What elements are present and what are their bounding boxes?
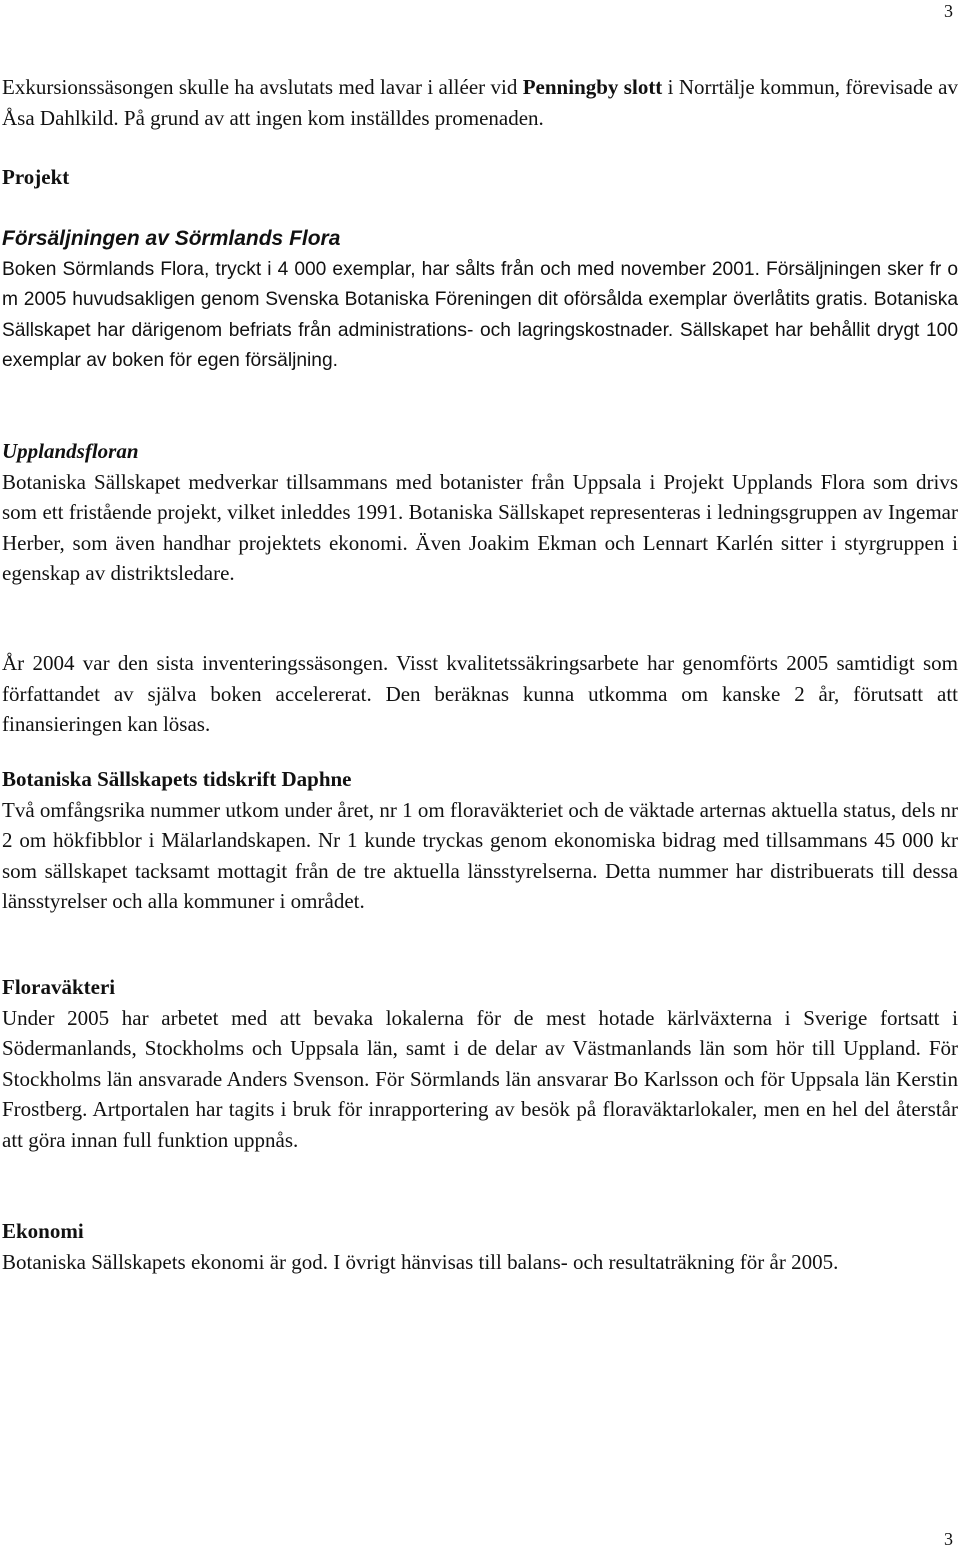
floravakteri-text: Under 2005 har arbetet med att bevaka lokalerna för de mest hotade kärlväxterna i Sverige fortsatt i Södermanlands, Stockholms och Uppsala län, samt i de delar av Västmanlands län som hör till Uppland. För Stockholms län ansvarade Anders Svenson. För Sörmlands län ansvarar Bo Karlsson och för Uppsala län Kerstin Frostberg. Artportalen har tagits i bruk för inrapportering av besök på floraväktarlokaler, men en hel del återstår att göra innan full funktion uppnås.: [2, 1005, 958, 1152]
upplands-text: Botaniska Sällskapet medverkar tillsammans med botanister från Uppsala i Projekt Upplands Flora som drivs som ett fristående projekt, vilket inleddes 1991. Botaniska Sällskapet representeras i ledningsgruppen av Ingemar Herber, som även handhar projektets ekonomi. Även Joakim Ekman och Lennart Karlén sitter i styrgruppen i egenskap av distriktsledare.: [2, 469, 958, 585]
upplands-heading: Upplandsfloran: [2, 439, 139, 463]
sormland-text: Boken Sörmlands Flora, tryckt i 4 000 exemplar, har sålts från och med november 2001. Försäljningen sker fr o m 2005 huvudsakligen genom Svenska Botaniska Föreningen dit oförsålda exemplar överlåtits gratis. Botaniska Sällskapet har därigenom befriats från administrations- och lagringskostnader. Sällskapet har behållit drygt 100 exemplar av boken för egen försäljning.: [2, 258, 958, 371]
ekonomi-section: [2, 1216, 958, 1277]
intro-text-2: i Norrtälje kommun, förevisade av Åsa Dahlkild. På grund av att ingen kom inställdes promenaden.: [2, 75, 958, 130]
sormland-section: [2, 224, 958, 377]
daphne-heading: Botaniska Sällskapets tidskrift Daphne: [2, 767, 352, 791]
intro-text-1: Exkursionssäsongen skulle ha avslutats med lavar i alléer vid: [2, 75, 523, 99]
intro-paragraph: [2, 72, 958, 133]
page-number-bottom: 3: [944, 1529, 953, 1549]
ekonomi-text: Botaniska Sällskapets ekonomi är god. I övrigt hänvisas till balans- och resultaträkning för år 2005.: [2, 1249, 839, 1274]
projekt-heading: Projekt: [2, 165, 70, 189]
intro-bold-place: Penningby slott: [522, 75, 663, 99]
floravakteri-section: [2, 972, 958, 1155]
upplands-section: [2, 436, 958, 589]
floravakteri-heading: Floraväkteri: [2, 975, 116, 999]
sormland-heading: Försäljningen av Sörmlands Flora: [2, 227, 341, 250]
page-number-top: 3: [944, 1, 953, 21]
daphne-section: [2, 764, 958, 917]
ekonomi-heading: Ekonomi: [2, 1219, 84, 1243]
upplands-paragraph-2: År 2004 var den sista inventeringssäsongen. Visst kvalitetssäkringsarbete har genomförts 2005 samtidigt som författandet av själva boken accelererat. Den beräknas kunna utkomma om kanske 2 år, förutsatt att finansieringen kan lösas.: [2, 651, 958, 736]
daphne-text: Två omfångsrika nummer utkom under året, nr 1 om floraväkteriet och de väktade arternas aktuella status, dels nr 2 om hökfibblor i Mälarlandskapen. Nr 1 kunde tryckas genom ekonomiska bidrag med tillsammans 45 000 kr som sällskapet tacksamt mottagit från de tre aktuella länsstyrelserna. Detta nummer har distribuerats till dessa länsstyrelser och alla kommuner i området.: [2, 797, 958, 913]
